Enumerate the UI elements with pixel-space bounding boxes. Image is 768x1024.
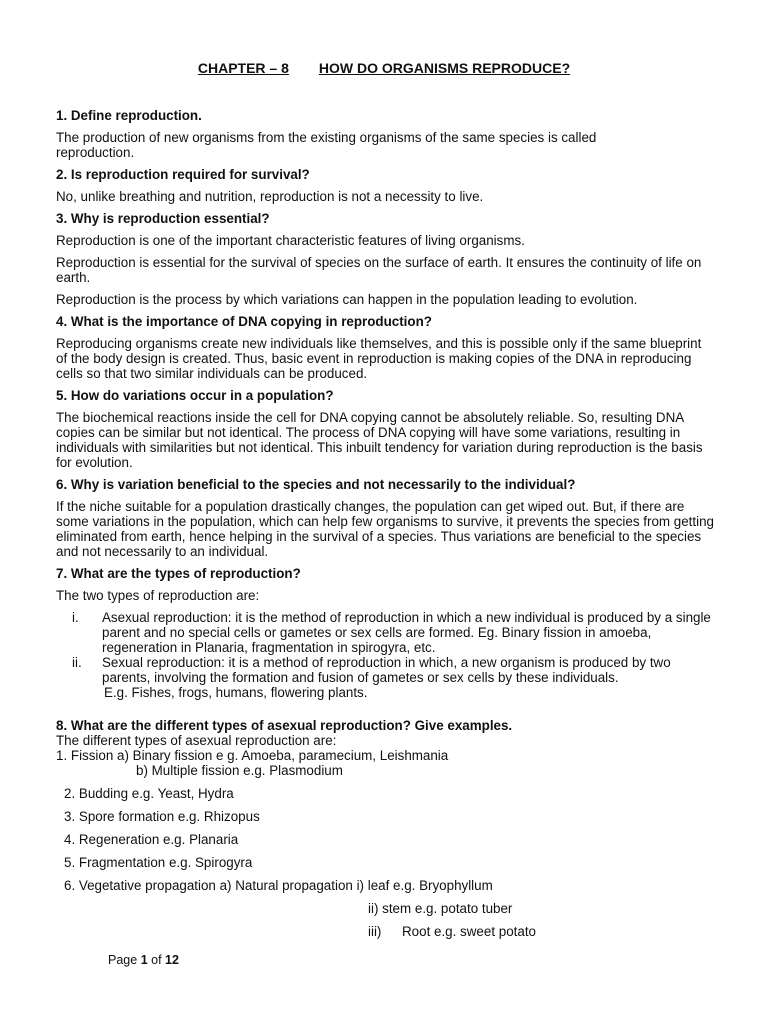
sexual-reproduction-example: E.g. Fishes, frogs, humans, flowering plants. <box>104 685 368 700</box>
question-4: 4. What is the importance of DNA copying in reproduction? <box>56 314 432 329</box>
answer-2: No, unlike breathing and nutrition, reproduction is not a necessity to live. <box>56 189 484 204</box>
answer-3-1: Reproduction is one of the important characteristic features of living organisms. <box>56 233 525 248</box>
list-number: ii. <box>72 655 82 670</box>
of-label: of <box>151 953 162 967</box>
list-text: ii) stem e.g. potato tuber <box>368 901 513 916</box>
answer-4: Reproducing organisms create new individuals like themselves, and this is possible only if the same blueprint of the body design is created. Thus, basic event in reproduction is making copies of the DNA in reproducing cells so that two similar individuals can be produced. <box>56 336 702 381</box>
chapter-heading: HOW DO ORGANISMS REPRODUCE? <box>318 60 571 76</box>
answer-7-intro: The two types of reproduction are: <box>56 588 260 603</box>
list-number: iii) <box>368 924 382 939</box>
question-7: 7. What are the types of reproduction? <box>56 566 301 581</box>
answer-3-2: Reproduction is essential for the survival of species on the surface of earth. It ensures the continuity of life on earth. <box>56 255 702 285</box>
reproduction-types-list <box>56 610 716 685</box>
question-1: 1. Define reproduction. <box>56 108 202 123</box>
answer-1: The production of new organisms from the existing organisms of the same species is called reproduction. <box>56 130 597 160</box>
list-text: Asexual reproduction: it is the method of reproduction in which a new individual is produced by a single parent and no special cells or gametes or sex cells are formed. Eg. Binary fission in amoeba, regeneration in Planaria, fragmentation in spirogyra, etc. <box>102 610 711 655</box>
list-item <box>56 655 716 685</box>
list-text: Root e.g. sweet potato <box>402 924 536 939</box>
question-2: 2. Is reproduction required for survival? <box>56 167 310 182</box>
vegetative-root <box>56 924 716 939</box>
question-3: 3. Why is reproduction essential? <box>56 211 270 226</box>
answer-6: If the niche suitable for a population drastically changes, the population can get wiped out. But, if there are some variations in the population, which can help few organisms to survive, it prevents the species from getting eliminated from earth, hence helping in the survival of a species. Thus variations are beneficial to the species and not necessarily to an individual. <box>56 499 714 559</box>
answer-5: The biochemical reactions inside the cell for DNA copying cannot be absolutely reliable. So, resulting DNA copies can be similar but not identical. The process of DNA copying will have some variations, resulting in individuals with similarities but not identical. This inbuilt tendency for variation during reproduction is the basis for evolution. <box>56 410 703 470</box>
list-item: 5. Fragmentation e.g. Spirogyra <box>64 855 253 870</box>
answer-3-3: Reproduction is the process by which variations can happen in the population leading to evolution. <box>56 292 638 307</box>
question-5: 5. How do variations occur in a population? <box>56 388 334 403</box>
fission-a: 1. Fission a) Binary fission e g. Amoeba, paramecium, Leishmania <box>56 748 449 763</box>
page-number: 1 <box>140 953 148 967</box>
asexual-types-list <box>56 786 716 893</box>
chapter-title <box>0 61 768 76</box>
list-item <box>56 610 716 655</box>
list-text: Sexual reproduction: it is a method of reproduction in which, a new organism is produced by two parents, involving the formation and fusion of gametes or sex cells by these individuals. <box>102 655 671 685</box>
fission-b: b) Multiple fission e.g. Plasmodium <box>136 763 343 778</box>
question-8: 8. What are the different types of asexual reproduction? Give examples. <box>56 718 513 733</box>
list-item: 4. Regeneration e.g. Planaria <box>64 832 239 847</box>
list-item: 3. Spore formation e.g. Rhizopus <box>64 809 260 824</box>
page-footer <box>108 953 179 968</box>
document-body <box>56 108 716 947</box>
list-item: 6. Vegetative propagation a) Natural propagation i) leaf e.g. Bryophyllum <box>64 878 493 893</box>
list-number: i. <box>72 610 79 625</box>
list-item: 2. Budding e.g. Yeast, Hydra <box>64 786 234 801</box>
vegetative-stem <box>56 901 716 916</box>
page-total: 12 <box>165 953 179 967</box>
question-6: 6. Why is variation beneficial to the species and not necessarily to the individual? <box>56 477 576 492</box>
answer-8-intro: The different types of asexual reproduction are: <box>56 733 337 748</box>
page-label: Page <box>108 953 138 967</box>
chapter-number: CHAPTER – 8 <box>197 60 289 76</box>
